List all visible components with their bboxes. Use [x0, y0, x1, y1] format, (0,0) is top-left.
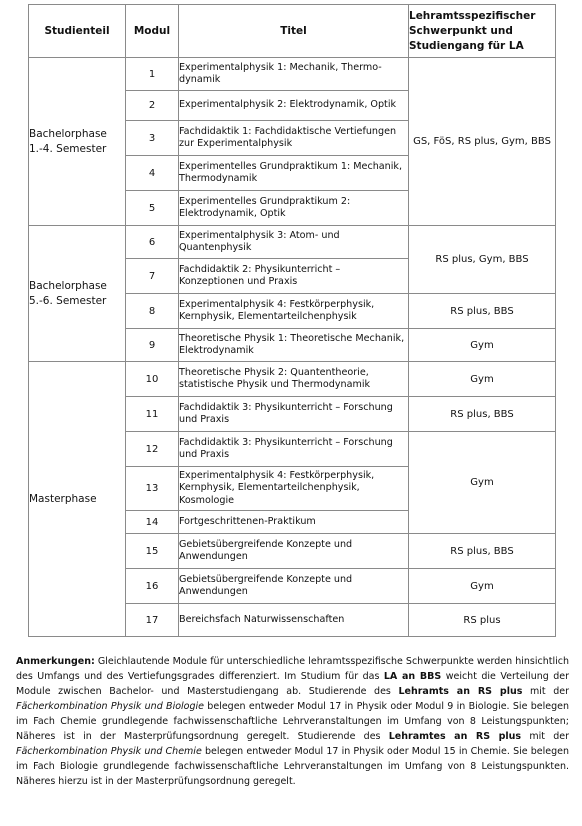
la-cell: Gym [409, 329, 556, 362]
module-title: Gebietsübergreifende Konzepte und Anwendungen [179, 569, 409, 604]
module-title: Experimentalphysik 4: Festkörperphysik, Kernphysik, Elementarteilchenphysik [179, 294, 409, 329]
group-master: Masterphase [29, 362, 126, 637]
notes-text: mit der [522, 686, 569, 697]
notes-bold-text: Lehramtes an RS plus [388, 731, 522, 742]
la-cell: Gym [409, 569, 556, 604]
table-header-row [29, 5, 556, 58]
notes-text: belegen entweder Modul 17 in Physik oder Modul 15 in Chemie. Sie belegen im Fach Biologie grundlegende fachwissenschaftliche Lehrveranstaltungen im Umfang von 8 Leistungspunkten. Näheres hierzu ist in der Masterprüfungsordnung geregelt. [16, 746, 569, 787]
module-number: 4 [126, 156, 179, 191]
module-title: Fachdidaktik 2: Physikunterricht – Konzeptionen und Praxis [179, 259, 409, 294]
header-studienteil: Studienteil [29, 5, 126, 58]
notes-text: Gleichlautende Module für unterschiedliche lehramtsspezifische Schwerpunkte werden hinsichtlich des Umfangs und des Vertiefungsgrades differenziert. Im Studium für das [16, 656, 569, 682]
table-row [29, 226, 556, 259]
module-number: 5 [126, 191, 179, 226]
module-title: Fachdidaktik 3: Physikunterricht – Forschung und Praxis [179, 432, 409, 467]
module-title: Theoretische Physik 1: Theoretische Mechanik, Elektrodynamik [179, 329, 409, 362]
group-bachelor-2: Bachelorphase 5.-6. Semester [29, 226, 126, 362]
notes-label: Anmerkungen: [16, 656, 95, 667]
notes-text: mit der [521, 731, 569, 742]
module-title: Experimentalphysik 2: Elektrodynamik, Optik [179, 91, 409, 121]
module-table [28, 4, 556, 637]
module-number: 7 [126, 259, 179, 294]
la-cell: RS plus, BBS [409, 294, 556, 329]
la-cell: RS plus, BBS [409, 397, 556, 432]
module-number: 17 [126, 604, 179, 637]
notes-text: belegen entweder Modul 17 in Physik oder Modul 9 in Biologie. Sie belegen im Fach Chemie grundlegende fachwissenschaftliche Lehrveranstaltungen im Umfang von 8 Leistungspunkten; Näheres ist in der Masterprüfungsordnung geregelt. Studierende des [16, 701, 569, 742]
module-number: 12 [126, 432, 179, 467]
notes-text: weicht die Verteilung der Module zwischen Bachelor- und Masterstudiengang ab. Studierende des [16, 671, 569, 697]
module-title: Theoretische Physik 2: Quantentheorie, statistische Physik und Thermodynamik [179, 362, 409, 397]
module-number: 6 [126, 226, 179, 259]
table-row [29, 58, 556, 91]
module-number: 16 [126, 569, 179, 604]
notes-italic-text: Fächerkombination Physik und Chemie [16, 746, 202, 757]
module-title: Experimentalphysik 4: Festkörperphysik, Kernphysik, Elementarteilchenphysik, Kosmologie [179, 467, 409, 511]
notes-bold-text: LA an BBS [383, 671, 442, 682]
module-number: 2 [126, 91, 179, 121]
table-row [29, 362, 556, 397]
module-number: 3 [126, 121, 179, 156]
module-title: Fortgeschrittenen-Praktikum [179, 511, 409, 534]
la-cell: GS, FöS, RS plus, Gym, BBS [409, 58, 556, 226]
notes-italic-text: Fächerkombination Physik und Biologie [16, 701, 204, 712]
la-cell: RS plus, BBS [409, 534, 556, 569]
module-number: 11 [126, 397, 179, 432]
module-number: 15 [126, 534, 179, 569]
notes-bold-text: Lehramts an RS plus [398, 686, 523, 697]
module-number: 13 [126, 467, 179, 511]
module-number: 9 [126, 329, 179, 362]
module-title: Bereichsfach Naturwissenschaften [179, 604, 409, 637]
module-number: 8 [126, 294, 179, 329]
module-title: Experimentelles Grundpraktikum 2: Elektrodynamik, Optik [179, 191, 409, 226]
module-number: 10 [126, 362, 179, 397]
header-modul: Modul [126, 5, 179, 58]
module-title: Fachdidaktik 3: Physikunterricht – Forschung und Praxis [179, 397, 409, 432]
header-titel: Titel [179, 5, 409, 58]
group-bachelor-1: Bachelorphase 1.-4. Semester [29, 58, 126, 226]
module-title: Experimentelles Grundpraktikum 1: Mechanik, Thermodynamik [179, 156, 409, 191]
module-title: Experimentalphysik 1: Mechanik, Thermo-dynamik [179, 58, 409, 91]
la-cell: RS plus, Gym, BBS [409, 226, 556, 294]
la-cell: Gym [409, 432, 556, 534]
module-number: 1 [126, 58, 179, 91]
notes-paragraph [16, 654, 569, 789]
module-title: Fachdidaktik 1: Fachdidaktische Vertiefungen zur Experimentalphysik [179, 121, 409, 156]
la-cell: RS plus [409, 604, 556, 637]
module-title: Experimentalphysik 3: Atom- und Quantenphysik [179, 226, 409, 259]
header-lehramt: Lehramtsspezifischer Schwerpunkt und Studiengang für LA [409, 5, 556, 58]
module-number: 14 [126, 511, 179, 534]
la-cell: Gym [409, 362, 556, 397]
module-title: Gebietsübergreifende Konzepte und Anwendungen [179, 534, 409, 569]
